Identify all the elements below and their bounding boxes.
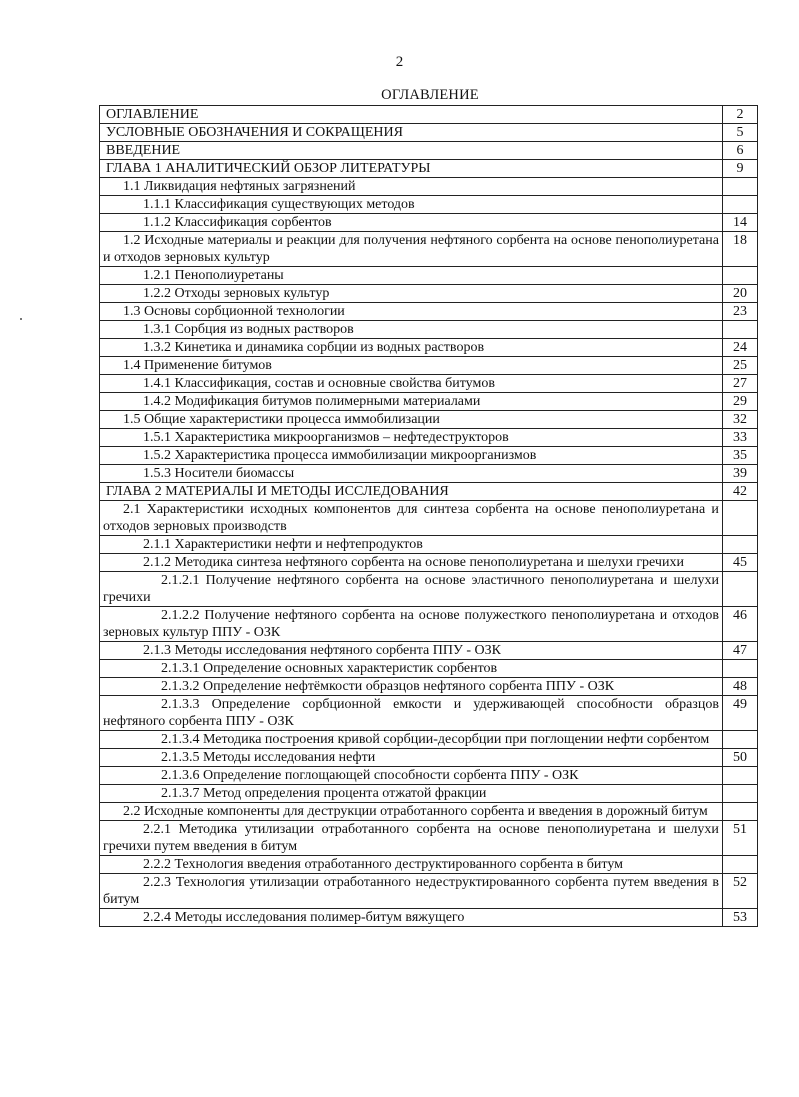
toc-row	[100, 285, 758, 303]
toc-entry-title: ОГЛАВЛЕНИЕ	[100, 106, 723, 124]
toc-row	[100, 393, 758, 411]
toc-entry-title: 1.3.1 Сорбция из водных растворов	[100, 321, 723, 339]
toc-entry-title: 2.1 Характеристики исходных компонентов для синтеза сорбента на основе пенополиуретана и отходов зерновых производств	[100, 501, 723, 536]
toc-entry-page	[722, 572, 757, 607]
toc-entry-page: 42	[722, 483, 757, 501]
toc-entry-page: 48	[722, 678, 757, 696]
toc-entry-title: 2.1.1 Характеристики нефти и нефтепродуктов	[100, 536, 723, 554]
toc-entry-title: 1.5.3 Носители биомассы	[100, 465, 723, 483]
toc-entry-title: 2.1.3 Методы исследования нефтяного сорбента ППУ - ОЗК	[100, 642, 723, 660]
toc-entry-page	[722, 767, 757, 785]
toc-row	[100, 465, 758, 483]
toc-row	[100, 731, 758, 749]
toc-row	[100, 572, 758, 607]
toc-row	[100, 554, 758, 572]
toc-entry-title: 2.2 Исходные компоненты для деструкции отработанного сорбента и введения в дорожный битум	[100, 803, 723, 821]
toc-entry-title: 1.3 Основы сорбционной технологии	[100, 303, 723, 321]
toc-entry-page: 49	[722, 696, 757, 731]
toc-entry-title: УСЛОВНЫЕ ОБОЗНАЧЕНИЯ И СОКРАЩЕНИЯ	[100, 124, 723, 142]
toc-row	[100, 214, 758, 232]
toc-row	[100, 232, 758, 267]
toc-entry-page: 50	[722, 749, 757, 767]
toc-entry-title: 1.1 Ликвидация нефтяных загрязнений	[100, 178, 723, 196]
toc-entry-title: 2.2.3 Технология утилизации отработанного недеструктированного сорбента путем введения в битум	[100, 874, 723, 909]
toc-row	[100, 785, 758, 803]
toc-entry-page	[722, 536, 757, 554]
toc-row	[100, 856, 758, 874]
toc-entry-title: 1.5.2 Характеристика процесса иммобилизации микроорганизмов	[100, 447, 723, 465]
toc-entry-title: 2.1.3.6 Определение поглощающей способности сорбента ППУ - ОЗК	[100, 767, 723, 785]
toc-entry-title: 2.1.2.1 Получение нефтяного сорбента на основе эластичного пенополиуретана и шелухи гречихи	[100, 572, 723, 607]
toc-entry-title: 1.1.1 Классификация существующих методов	[100, 196, 723, 214]
toc-entry-page: 6	[722, 142, 757, 160]
toc-row	[100, 821, 758, 856]
toc-row	[100, 803, 758, 821]
toc-entry-page: 46	[722, 607, 757, 642]
toc-row	[100, 447, 758, 465]
toc-entry-title: 1.5.1 Характеристика микроорганизмов – нефтедеструкторов	[100, 429, 723, 447]
toc-entry-page	[722, 660, 757, 678]
toc-table	[99, 105, 758, 927]
toc-entry-title: 1.5 Общие характеристики процесса иммобилизации	[100, 411, 723, 429]
toc-entry-page: 18	[722, 232, 757, 267]
toc-row	[100, 678, 758, 696]
toc-entry-page: 25	[722, 357, 757, 375]
toc-entry-page	[722, 267, 757, 285]
toc-row	[100, 749, 758, 767]
toc-entry-title: 2.1.3.4 Методика построения кривой сорбции-десорбции при поглощении нефти сорбентом	[100, 731, 723, 749]
toc-row	[100, 142, 758, 160]
toc-heading: ОГЛАВЛЕНИЕ	[381, 87, 479, 103]
toc-entry-title: 1.4.2 Модификация битумов полимерными материалами	[100, 393, 723, 411]
toc-row	[100, 642, 758, 660]
toc-entry-title: 1.2.2 Отходы зерновых культур	[100, 285, 723, 303]
scan-speck	[20, 318, 22, 320]
toc-entry-page: 52	[722, 874, 757, 909]
toc-entry-page	[722, 321, 757, 339]
toc-row	[100, 303, 758, 321]
toc-entry-page	[722, 196, 757, 214]
toc-entry-page: 9	[722, 160, 757, 178]
toc-entry-title: 2.2.1 Методика утилизации отработанного сорбента на основе пенополиуретана и шелухи гречихи путем введения в битум	[100, 821, 723, 856]
toc-row	[100, 607, 758, 642]
toc-entry-title: 2.1.3.1 Определение основных характеристик сорбентов	[100, 660, 723, 678]
toc-row	[100, 429, 758, 447]
toc-entry-page	[722, 856, 757, 874]
toc-row	[100, 339, 758, 357]
toc-entry-title: 2.1.3.7 Метод определения процента отжатой фракции	[100, 785, 723, 803]
toc-entry-page: 5	[722, 124, 757, 142]
toc-row	[100, 178, 758, 196]
toc-row	[100, 660, 758, 678]
toc-entry-page: 35	[722, 447, 757, 465]
toc-row	[100, 767, 758, 785]
toc-entry-title: ГЛАВА 1 АНАЛИТИЧЕСКИЙ ОБЗОР ЛИТЕРАТУРЫ	[100, 160, 723, 178]
toc-row	[100, 696, 758, 731]
toc-row	[100, 124, 758, 142]
toc-row	[100, 909, 758, 927]
toc-entry-title: ГЛАВА 2 МАТЕРИАЛЫ И МЕТОДЫ ИССЛЕДОВАНИЯ	[100, 483, 723, 501]
toc-entry-page: 32	[722, 411, 757, 429]
toc-entry-page	[722, 178, 757, 196]
toc-entry-page: 20	[722, 285, 757, 303]
toc-entry-page	[722, 785, 757, 803]
toc-entry-page: 2	[722, 106, 757, 124]
page-number: 2	[395, 54, 404, 70]
toc-entry-page	[722, 731, 757, 749]
toc-entry-page: 14	[722, 214, 757, 232]
toc-entry-page: 23	[722, 303, 757, 321]
toc-entry-title: ВВЕДЕНИЕ	[100, 142, 723, 160]
toc-entry-title: 1.1.2 Классификация сорбентов	[100, 214, 723, 232]
toc-row	[100, 483, 758, 501]
toc-entry-page: 24	[722, 339, 757, 357]
toc-row	[100, 357, 758, 375]
toc-row	[100, 411, 758, 429]
toc-entry-title: 2.2.4 Методы исследования полимер-битум вяжущего	[100, 909, 723, 927]
toc-entry-page: 45	[722, 554, 757, 572]
toc-body	[100, 106, 758, 927]
toc-entry-page: 53	[722, 909, 757, 927]
toc-entry-title: 1.2.1 Пенополиуретаны	[100, 267, 723, 285]
toc-entry-title: 2.1.2 Методика синтеза нефтяного сорбента на основе пенополиуретана и шелухи гречихи	[100, 554, 723, 572]
toc-entry-title: 2.1.3.3 Определение сорбционной емкости и удерживающей способности образцов нефтяного сорбента ППУ - ОЗК	[100, 696, 723, 731]
toc-entry-page: 29	[722, 393, 757, 411]
toc-entry-page: 51	[722, 821, 757, 856]
toc-entry-title: 2.1.3.5 Методы исследования нефти	[100, 749, 723, 767]
toc-entry-page	[722, 803, 757, 821]
toc-entry-title: 2.2.2 Технология введения отработанного деструктированного сорбента в битум	[100, 856, 723, 874]
toc-row	[100, 196, 758, 214]
toc-entry-title: 1.2 Исходные материалы и реакции для получения нефтяного сорбента на основе пенополиуретана и отходов зерновых культур	[100, 232, 723, 267]
toc-row	[100, 267, 758, 285]
toc-entry-title: 1.4.1 Классификация, состав и основные свойства битумов	[100, 375, 723, 393]
toc-entry-title: 1.4 Применение битумов	[100, 357, 723, 375]
toc-entry-page: 47	[722, 642, 757, 660]
toc-row	[100, 536, 758, 554]
toc-row	[100, 321, 758, 339]
toc-entry-page	[722, 501, 757, 536]
toc-row	[100, 375, 758, 393]
toc-entry-page: 39	[722, 465, 757, 483]
toc-row	[100, 874, 758, 909]
toc-entry-title: 2.1.3.2 Определение нефтёмкости образцов нефтяного сорбента ППУ - ОЗК	[100, 678, 723, 696]
toc-entry-title: 2.1.2.2 Получение нефтяного сорбента на основе полужесткого пенополиуретана и отходов зерновых культур ППУ - ОЗК	[100, 607, 723, 642]
toc-row	[100, 160, 758, 178]
toc-entry-page: 33	[722, 429, 757, 447]
toc-entry-page: 27	[722, 375, 757, 393]
toc-entry-title: 1.3.2 Кинетика и динамика сорбции из водных растворов	[100, 339, 723, 357]
toc-row	[100, 106, 758, 124]
toc-row	[100, 501, 758, 536]
